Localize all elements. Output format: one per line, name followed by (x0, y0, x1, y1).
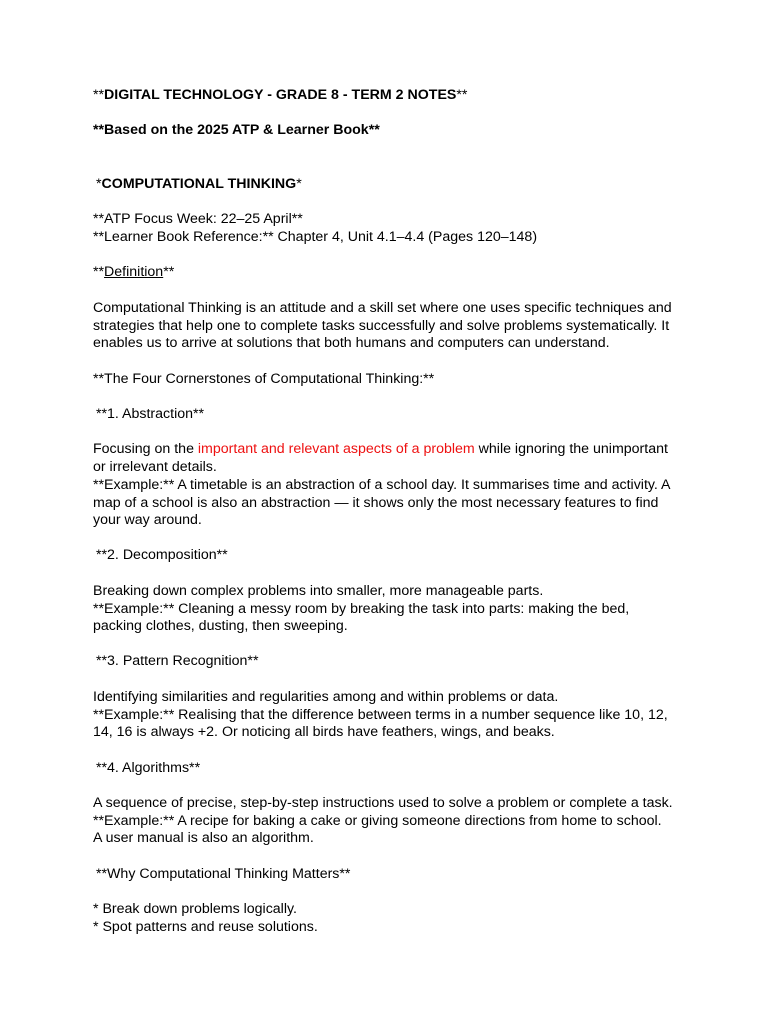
definition-heading-text: Definition (104, 264, 164, 280)
title-prefix: ** (93, 87, 105, 103)
pattern-recognition-heading: **3. Pattern Recognition** (96, 653, 259, 669)
definition-heading-prefix: ** (93, 264, 105, 280)
definition-line: strategies that help one to complete tasks successfully and solve problems systematically. It (93, 318, 670, 334)
definition-heading (93, 263, 174, 281)
definition-line: Computational Thinking is an attitude and a skill set where one uses specific techniques and (93, 300, 672, 316)
algorithms-heading: **4. Algorithms** (96, 760, 201, 776)
title-text: DIGITAL TECHNOLOGY - GRADE 8 - TERM 2 NOTES (104, 87, 457, 103)
decomposition-line: packing clothes, dusting, then sweeping. (93, 618, 348, 634)
why-matters-heading: **Why Computational Thinking Matters** (96, 866, 351, 882)
abstraction-text: while ignoring the unimportant (474, 441, 668, 457)
abstraction-example-line: **Example:** A timetable is an abstraction of a school day. It summarises time and activity. A (93, 477, 671, 493)
decomposition-line: Breaking down complex problems into smaller, more manageable parts. (93, 583, 544, 599)
abstraction-text: Focusing on the (93, 441, 198, 457)
atp-focus-line: **ATP Focus Week: 22–25 April** (93, 211, 303, 227)
why-matters-bullet: * Spot patterns and reuse solutions. (93, 919, 318, 935)
section-heading-text: COMPUTATIONAL THINKING (101, 176, 297, 192)
abstraction-definition (93, 440, 668, 458)
why-matters-bullet: * Break down problems logically. (93, 901, 297, 917)
document-title (93, 86, 467, 104)
algorithms-line: **Example:** A recipe for baking a cake or giving someone directions from home to school. (93, 813, 662, 829)
pattern-recognition-line: **Example:** Realising that the difference between terms in a number sequence like 10, 12, (93, 707, 668, 723)
book-reference-line: **Learner Book Reference:** Chapter 4, Unit 4.1–4.4 (Pages 120–148) (93, 229, 538, 245)
definition-line: enables us to arrive at solutions that both humans and computers can understand. (93, 335, 610, 351)
pattern-recognition-line: 14, 16 is always +2. Or noticing all birds have feathers, wings, and beaks. (93, 724, 555, 740)
document-subtitle: **Based on the 2025 ATP & Learner Book** (93, 122, 380, 138)
section-heading (96, 175, 302, 193)
section-heading-suffix: * (296, 176, 302, 192)
abstraction-example-line: your way around. (93, 512, 202, 528)
title-suffix: ** (456, 87, 468, 103)
definition-heading-suffix: ** (163, 264, 175, 280)
abstraction-example-line: map of a school is also an abstraction — it shows only the most necessary features to find (93, 495, 659, 511)
algorithms-line: A user manual is also an algorithm. (93, 830, 314, 846)
decomposition-line: **Example:** Cleaning a messy room by breaking the task into parts: making the bed, (93, 601, 630, 617)
abstraction-highlight: important and relevant aspects of a problem (197, 441, 475, 457)
section-heading-prefix: * (96, 176, 102, 192)
algorithms-line: A sequence of precise, step-by-step instructions used to solve a problem or complete a task. (93, 795, 673, 811)
decomposition-heading: **2. Decomposition** (96, 547, 228, 563)
abstraction-heading: **1. Abstraction** (96, 406, 205, 422)
abstraction-definition-cont: or irrelevant details. (93, 459, 217, 475)
pattern-recognition-line: Identifying similarities and regularities among and within problems or data. (93, 689, 559, 705)
cornerstones-heading: **The Four Cornerstones of Computational Thinking:** (93, 371, 435, 387)
